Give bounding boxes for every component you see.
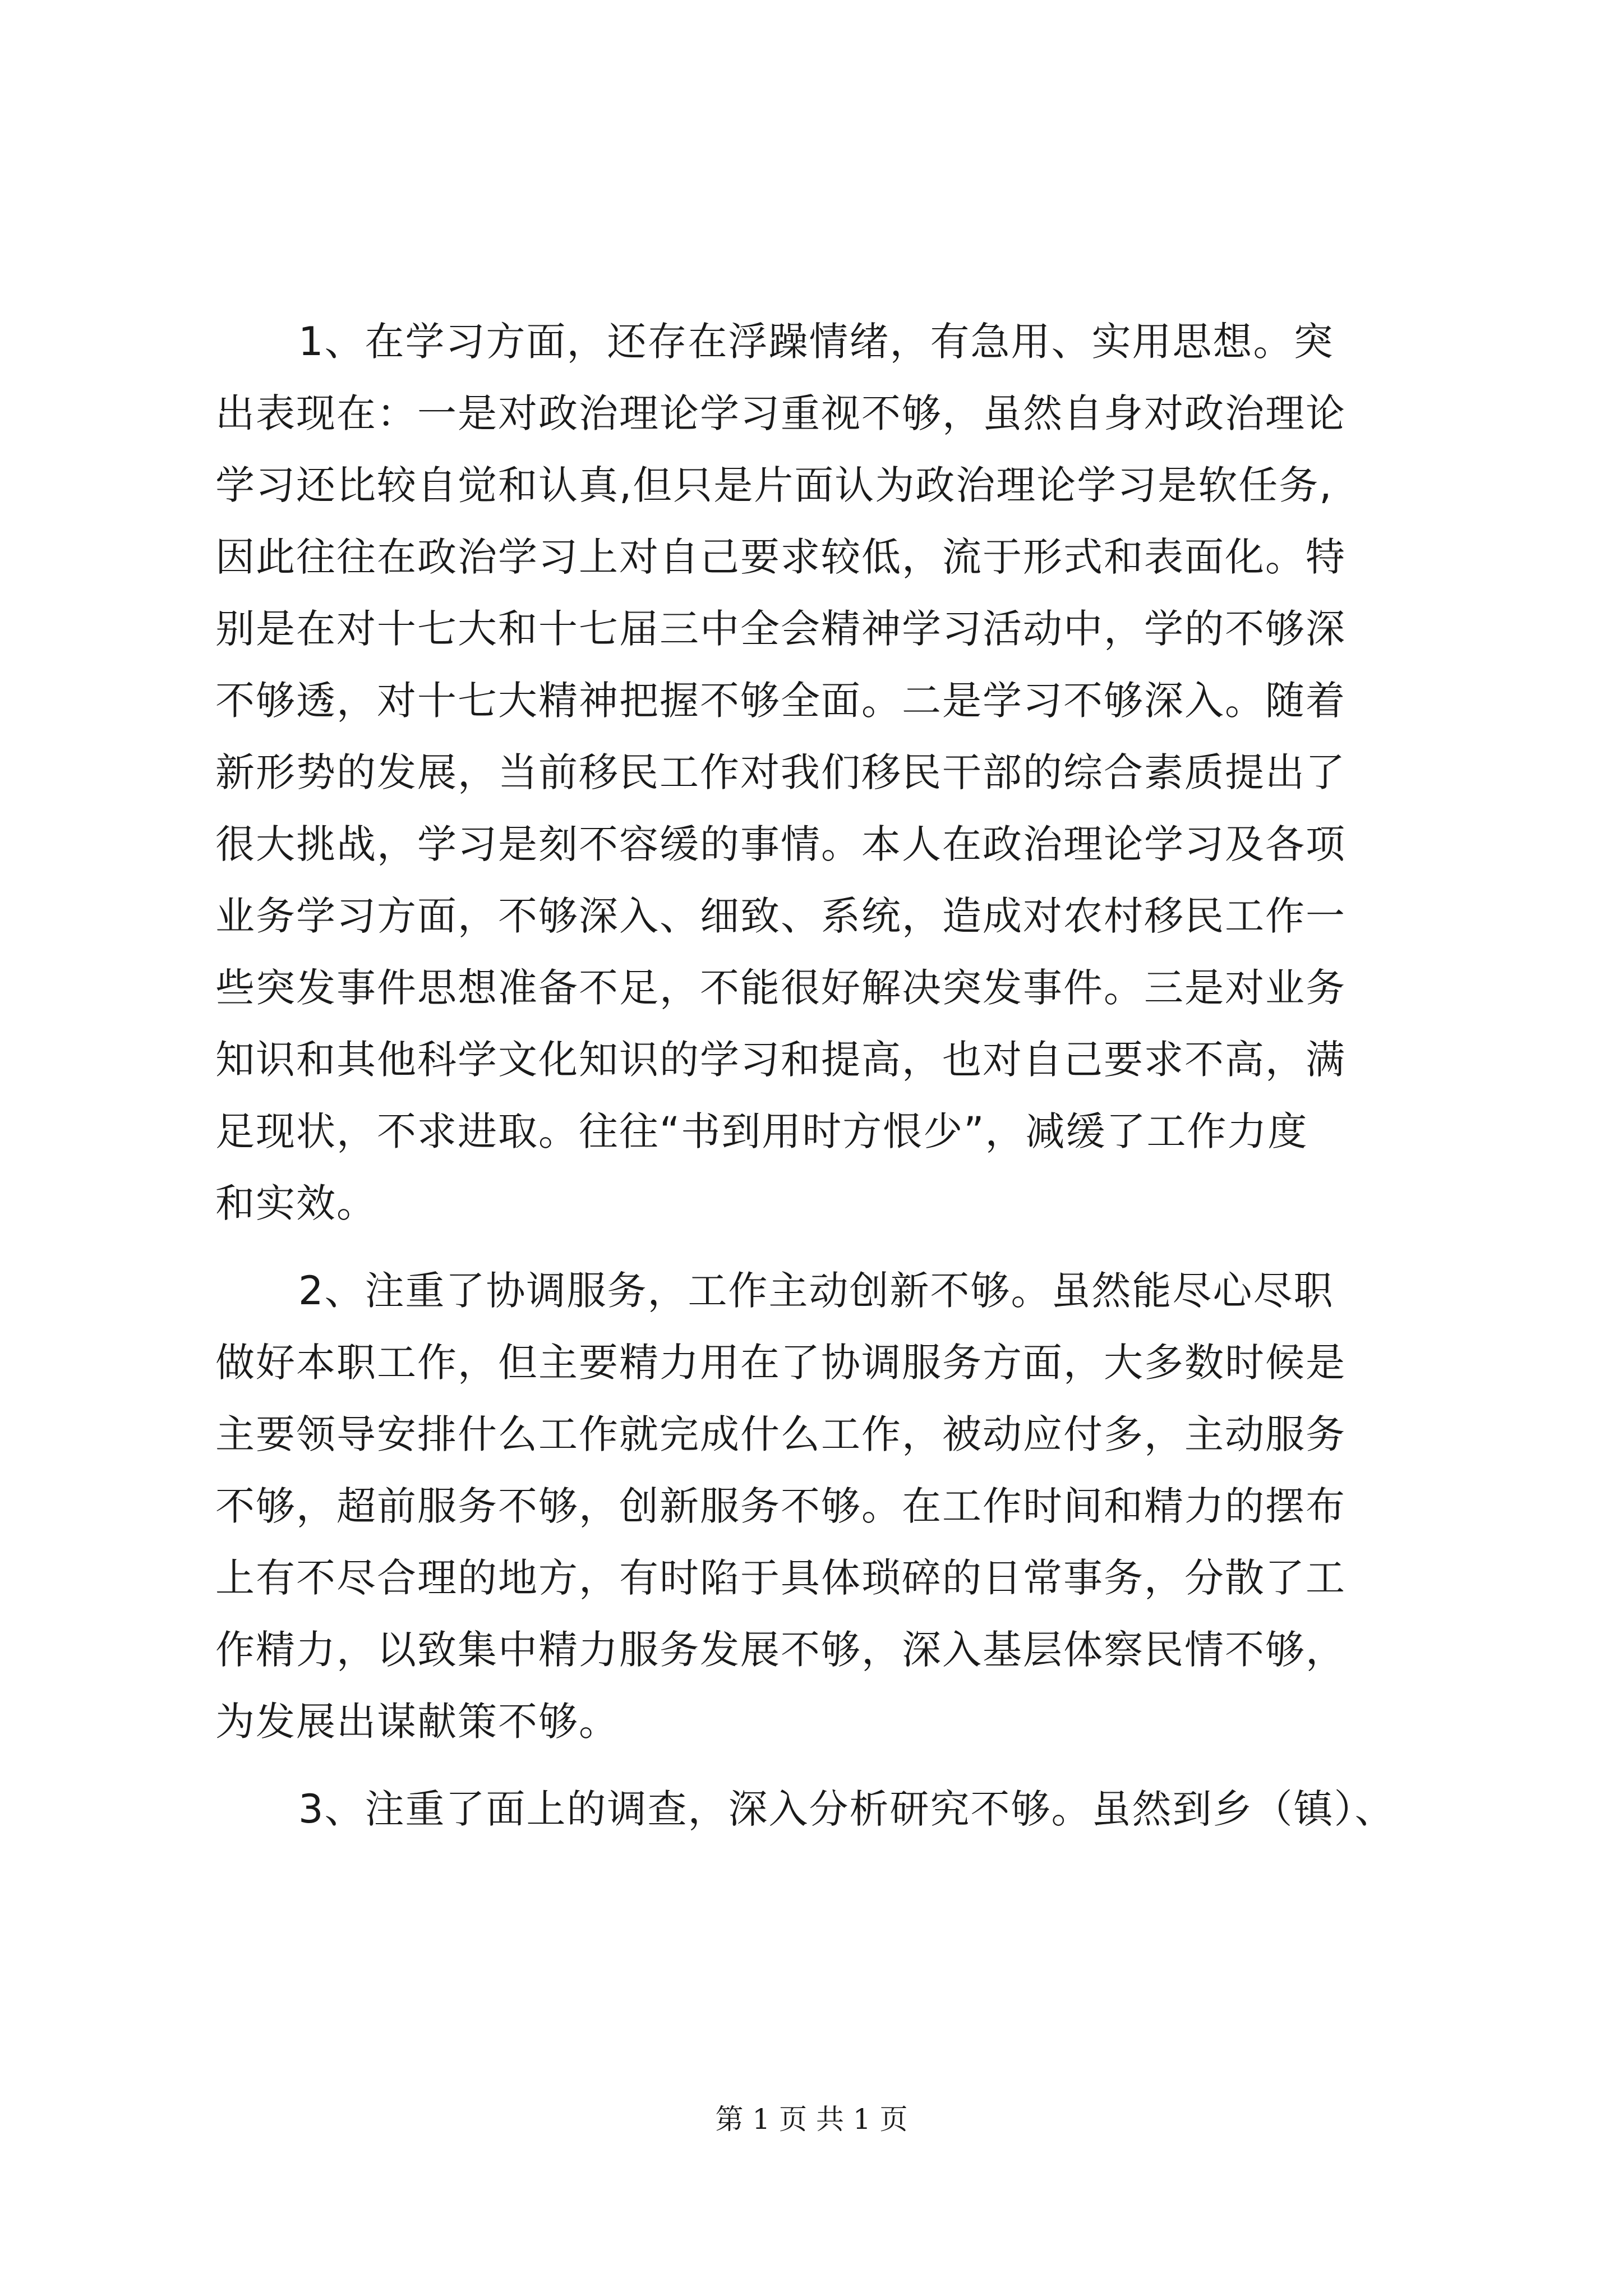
paragraph-line: 2、注重了协调服务，工作主动创新不够。虽然能尽心尽职 <box>298 1268 1334 1314</box>
paragraph-1 <box>215 306 1466 1239</box>
paragraph-line: 别是在对十七大和十七届三中全会精神学习活动中，学的不够深 <box>215 606 1346 652</box>
paragraph-line: 上有不尽合理的地方，有时陷于具体琐碎的日常事务，分散了工 <box>215 1555 1346 1601</box>
paragraph-line: 不够透，对十七大精神把握不够全面。二是学习不够深入。随着 <box>215 678 1346 724</box>
page-number-footer: 第 1 页 共 1 页 <box>715 2103 908 2136</box>
paragraph-line: 不够，超前服务不够，创新服务不够。在工作时间和精力的摆布 <box>215 1483 1346 1529</box>
document-body <box>215 306 1466 1845</box>
paragraph-line: 很大挑战，学习是刻不容缓的事情。本人在政治理论学习及各项 <box>215 821 1346 867</box>
paragraph-line: 因此往往在政治学习上对自己要求较低，流于形式和表面化。特 <box>215 534 1346 580</box>
paragraph-line: 和实效。 <box>215 1180 377 1226</box>
paragraph-line: 业务学习方面，不够深入、细致、系统，造成对农村移民工作一 <box>215 893 1346 939</box>
paragraph-line: 新形势的发展，当前移民工作对我们移民干部的综合素质提出了 <box>215 749 1346 795</box>
paragraph-2 <box>215 1255 1466 1757</box>
paragraph-line: 做好本职工作，但主要精力用在了协调服务方面，大多数时候是 <box>215 1340 1346 1386</box>
paragraph-line: 出表现在：一是对政治理论学习重视不够，虽然自身对政治理论 <box>215 390 1346 436</box>
paragraph-line: 学习还比较自觉和认真,但只是片面认为政治理论学习是软任务, <box>215 462 1333 508</box>
paragraph-line: 些突发事件思想准备不足，不能很好解决突发事件。三是对业务 <box>215 965 1346 1011</box>
paragraph-line: 作精力，以致集中精力服务发展不够，深入基层体察民情不够， <box>215 1627 1346 1673</box>
paragraph-line: 3、注重了面上的调查，深入分析研究不够。虽然到乡（镇）、 <box>298 1786 1395 1832</box>
paragraph-3 <box>215 1773 1466 1845</box>
paragraph-line: 知识和其他科学文化知识的学习和提高，也对自己要求不高，满 <box>215 1037 1346 1083</box>
paragraph-line: 为发展出谋献策不够。 <box>215 1699 619 1745</box>
paragraph-line: 足现状，不求进取。往往“书到用时方恨少”，减缓了工作力度 <box>215 1108 1308 1154</box>
paragraph-line: 1、在学习方面，还存在浮躁情绪，有急用、实用思想。突 <box>298 319 1334 365</box>
paragraph-line: 主要领导安排什么工作就完成什么工作，被动应付多，主动服务 <box>215 1411 1346 1457</box>
